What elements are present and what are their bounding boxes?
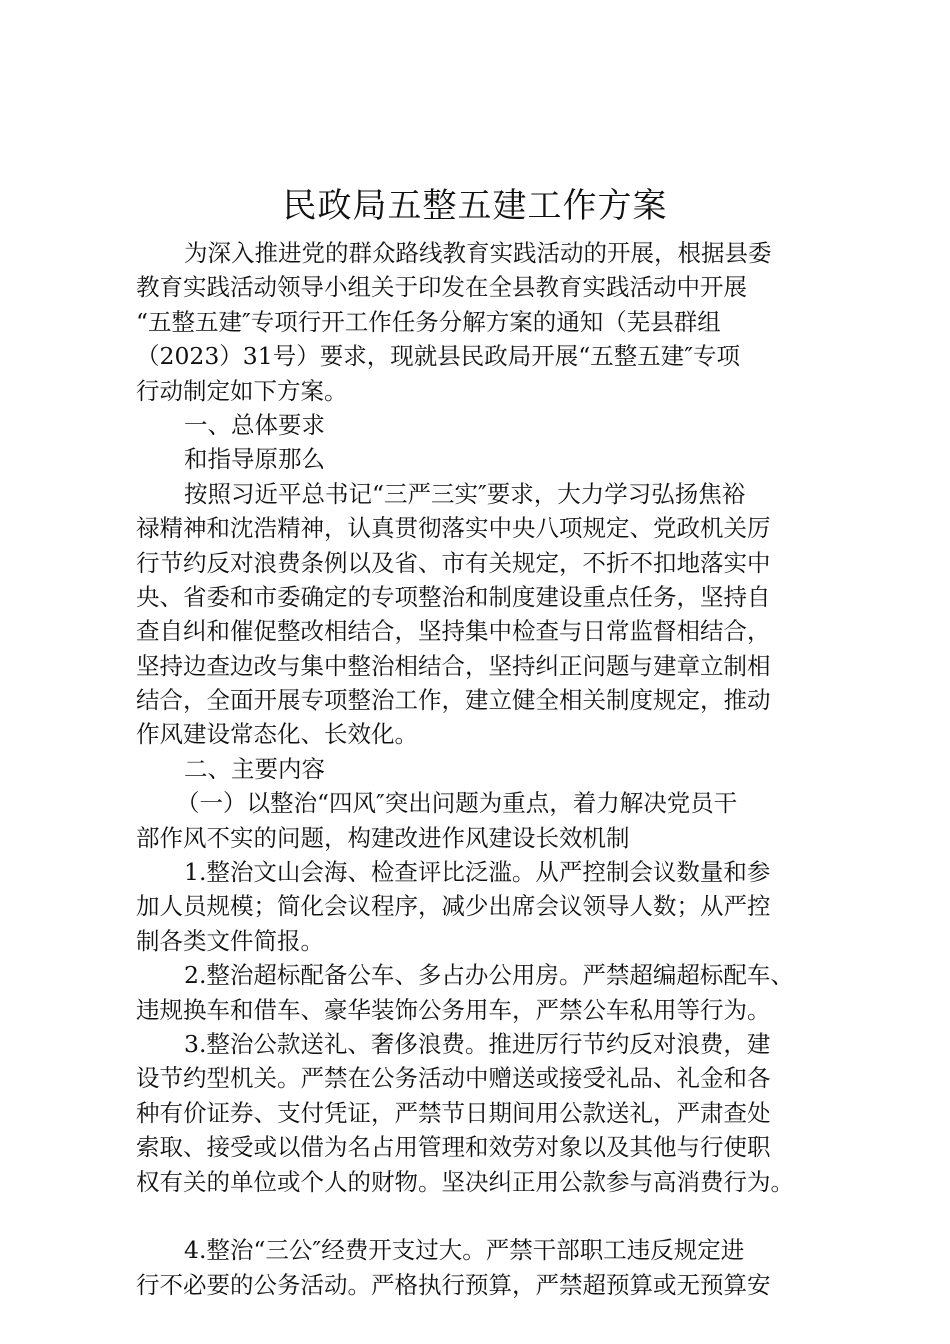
subsection-heading-line: （一）以整治“四风″突出问题为重点，着力解决党员干	[176, 789, 738, 818]
paragraph-principles-line: 结合，全面开展专项整治工作，建立健全相关制度规定，推动	[136, 686, 771, 715]
paragraph-intro-line: （2023）31号）要求，现就县民政局开展“五整五建″专项	[136, 342, 740, 371]
paragraph-principles-line: 行节约反对浪费条例以及省、市有关规定，不折不扣地落实中	[136, 548, 771, 577]
item-2-line: 2.整治超标配备公车、多占办公用房。严禁超编超标配车、	[184, 961, 794, 990]
paragraph-principles-line: 按照习近平总书记“三严三实″要求，大力学习弘扬焦裕	[184, 479, 746, 508]
item-1-line: 1.整治文山会海、检查评比泛滥。从严控制会议数量和参	[184, 858, 771, 887]
paragraph-principles-line: 禄精神和沈浩精神，认真贯彻落实中央八项规定、党政机关厉	[136, 514, 771, 543]
item-3-line: 权有关的单位或个人的财物。坚决纠正用公款参与高消费行为。	[136, 1167, 794, 1196]
item-3-line: 设节约型机关。严禁在公务活动中赠送或接受礼品、礼金和各	[136, 1064, 771, 1093]
paragraph-gap	[136, 1199, 836, 1233]
item-4-line: 4.整治“三公″经费开支过大。严禁干部职工违反规定进	[184, 1236, 745, 1265]
section-subheading: 和指导原那么	[184, 445, 325, 474]
document-body	[136, 236, 836, 1302]
section-heading-1: 一、总体要求	[184, 410, 325, 439]
paragraph-intro-line: “五整五建″专项行开工作任务分解方案的通知（芜县群组	[136, 307, 721, 336]
item-1-line: 制各类文件简报。	[136, 926, 324, 955]
document-title: 民政局五整五建工作方案	[282, 186, 668, 226]
subsection-heading-line: 部作风不实的问题，构建改进作风建设长效机制	[136, 823, 630, 852]
paragraph-principles-line: 查自纠和催促整改相结合，坚持集中检查与日常监督相结合，	[136, 617, 771, 646]
paragraph-principles-line: 央、省委和市委确定的专项整治和制度建设重点任务，坚持自	[136, 582, 771, 611]
item-3-line: 3.整治公款送礼、奢侈浪费。推进厉行节约反对浪费，建	[184, 1029, 771, 1058]
paragraph-intro-line: 行动制定如下方案。	[136, 376, 348, 405]
paragraph-principles-line: 作风建设常态化、长效化。	[136, 720, 418, 749]
item-2-line: 违规换车和借车、豪华装饰公务用车，严禁公车私用等行为。	[136, 995, 771, 1024]
item-1-line: 加人员规模；简化会议程序，减少出席会议领导人数；从严控	[136, 892, 771, 921]
item-4-line: 行不必要的公务活动。严格执行预算，严禁超预算或无预算安	[136, 1270, 771, 1299]
section-heading-2: 二、主要内容	[184, 754, 325, 783]
item-3-line: 种有价证券、支付凭证，严禁节日期间用公款送礼，严肃查处	[136, 1098, 771, 1127]
paragraph-principles-line: 坚持边查边改与集中整治相结合，坚持纠正问题与建章立制相	[136, 651, 771, 680]
paragraph-intro-line: 为深入推进党的群众路线教育实践活动的开展，根据县委	[184, 239, 772, 267]
paragraph-intro-line: 教育实践活动领导小组关于印发在全县教育实践活动中开展	[136, 273, 747, 302]
item-3-line: 索取、接受或以借为名占用管理和效劳对象以及其他与行使职	[136, 1133, 771, 1162]
